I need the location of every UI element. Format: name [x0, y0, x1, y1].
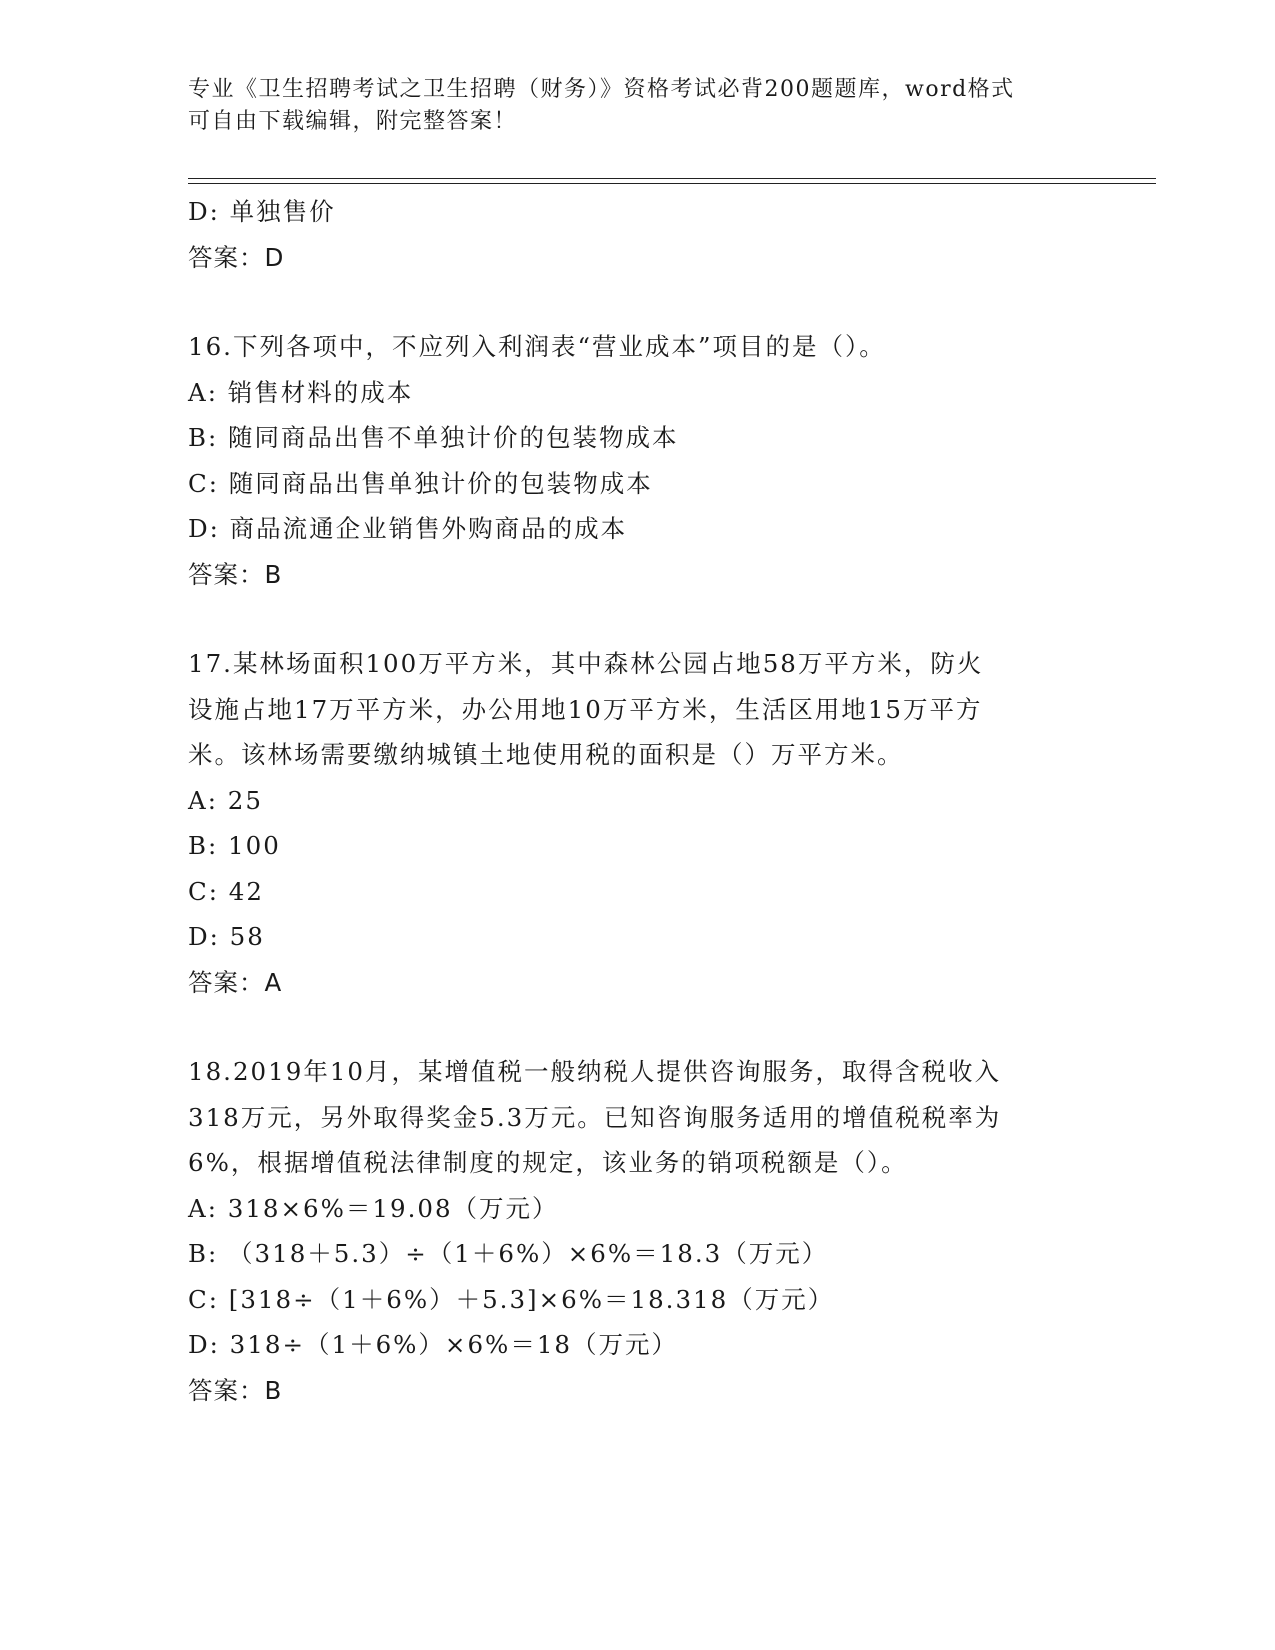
option-c: C: 42 — [188, 876, 264, 906]
option-a: A: 318×6%＝19.08（万元） — [188, 1193, 559, 1223]
option-d: D: 单独售价 — [188, 197, 336, 226]
question-stem: 16.下列各项中，不应列入利润表“营业成本”项目的是（）。 — [188, 332, 886, 361]
question-17 — [188, 641, 1088, 1005]
document-body — [188, 189, 1088, 1413]
option-b: B: （318＋5.3）÷（1＋6%）×6%＝18.3（万元） — [188, 1239, 829, 1268]
question-stem: 318万元，另外取得奖金5.3万元。已知咨询服务适用的增值税税率为 — [188, 1102, 1002, 1132]
option-b: B: 随同商品出售不单独计价的包装物成本 — [188, 423, 679, 452]
option-b: B: 100 — [188, 831, 281, 860]
option-c: C: 随同商品出售单独计价的包装物成本 — [188, 468, 653, 498]
header-divider-bottom — [188, 183, 1156, 184]
spacer — [188, 1005, 1088, 1049]
answer-line: 答案：B — [188, 1375, 283, 1405]
question-stem: 17.某林场面积100万平方米，其中森林公园占地58万平方米，防火 — [188, 649, 984, 678]
option-d: D: 58 — [188, 922, 265, 951]
answer-line: 答案：D — [188, 242, 285, 272]
question-stem: 18.2019年10月，某增值税一般纳税人提供咨询服务，取得含税收入 — [188, 1057, 1001, 1086]
option-d: D: 商品流通企业销售外购商品的成本 — [188, 514, 628, 543]
question-stem: 设施占地17万平方米，办公用地10万平方米，生活区用地15万平方 — [188, 694, 983, 724]
option-d: D: 318÷（1＋6%）×6%＝18（万元） — [188, 1330, 679, 1359]
page-header — [188, 74, 1078, 138]
question-18 — [188, 1049, 1088, 1413]
spacer — [188, 597, 1088, 641]
header-divider-top — [188, 178, 1156, 179]
option-c: C: [318÷（1＋6%）＋5.3]×6%＝18.318（万元） — [188, 1284, 835, 1314]
answer-line: 答案：A — [188, 967, 283, 997]
question-stem: 米。该林场需要缴纳城镇土地使用税的面积是（）万平方米。 — [188, 740, 904, 769]
previous-question-tail — [188, 189, 1088, 280]
option-a: A: 销售材料的成本 — [188, 377, 414, 407]
answer-line: 答案：B — [188, 559, 283, 589]
question-stem: 6%，根据增值税法律制度的规定，该业务的销项税额是（）。 — [188, 1148, 908, 1177]
question-16 — [188, 324, 1088, 597]
option-a: A: 25 — [188, 785, 263, 815]
spacer — [188, 280, 1088, 324]
header-title-line-2: 可自由下载编辑，附完整答案！ — [188, 109, 518, 134]
header-title-line-1: 专业《卫生招聘考试之卫生招聘（财务）》资格考试必背200题题库，word格式 — [188, 77, 1015, 102]
